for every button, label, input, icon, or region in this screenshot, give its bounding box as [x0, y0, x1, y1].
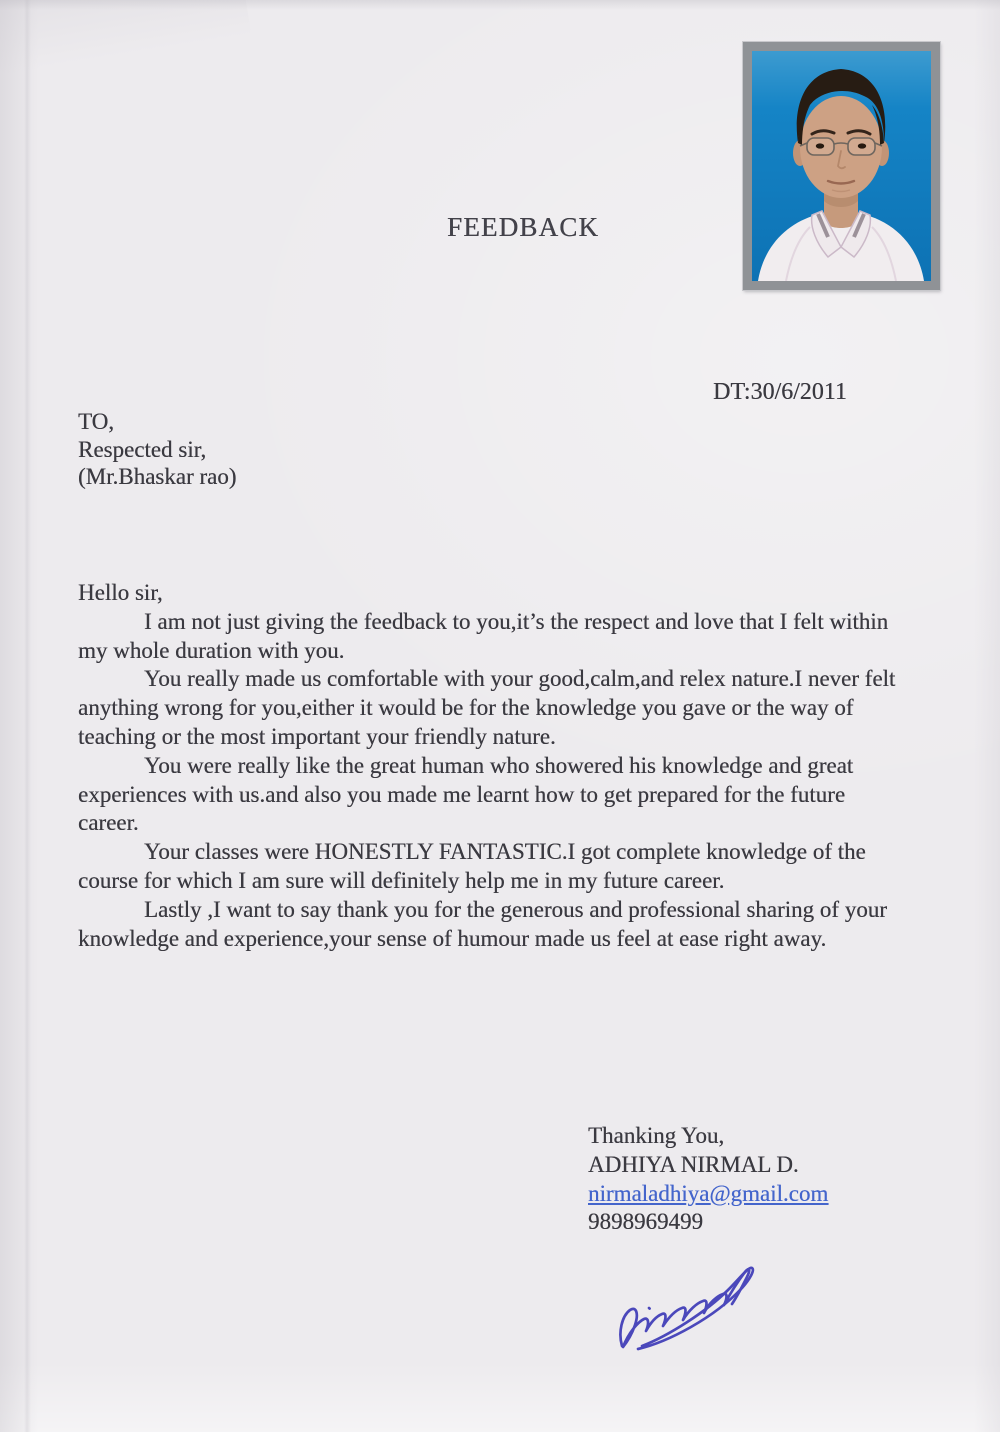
letter-body-line: anything wrong for you,either it would be for the knowledge you gave or the way of: [78, 695, 854, 721]
letter-body-line: knowledge and experience,your sense of humour made us feel at ease right away.: [78, 925, 827, 951]
letter-body-line: experiences with us.and also you made me learnt how to get prepared for the future: [78, 781, 846, 807]
sender-email: nirmaladhiya@gmail.com: [588, 1180, 829, 1206]
portrait-photo: [743, 42, 940, 290]
letter-body-line: You were really like the great human who showered his knowledge and great: [144, 752, 854, 778]
closing-thanks: Thanking You,: [588, 1123, 725, 1148]
recipient-salutation: Respected sir,: [78, 436, 207, 462]
letter-body-line: Your classes were HONESTLY FANTASTIC.I got complete knowledge of the: [144, 839, 866, 865]
sender-name: ADHIYA NIRMAL D.: [588, 1151, 799, 1177]
signature-ink: [620, 1268, 752, 1349]
recipient-to: TO,: [78, 409, 114, 434]
letter-body-line: career.: [78, 810, 139, 836]
letter-body-line: course for which I am sure will definitely help me in my future career.: [78, 867, 725, 893]
letter-body: [78, 579, 968, 953]
letter-body-line: I am not just giving the feedback to you,it’s the respect and love that I felt within: [144, 608, 889, 634]
closing-block: [588, 1122, 828, 1237]
letter-body-line: Lastly ,I want to say thank you for the generous and professional sharing of your: [144, 896, 887, 922]
letter-body-line: teaching or the most important your friendly nature.: [78, 723, 556, 749]
recipient-block: [78, 408, 236, 491]
letter-title: FEEDBACK: [447, 212, 600, 242]
handwritten-signature: [596, 1236, 791, 1354]
sender-phone: 9898969499: [588, 1209, 703, 1235]
letter-body-line: You really made us comfortable with your good,calm,and relex nature.I never felt: [144, 666, 896, 692]
letter-date: DT:30/6/2011: [713, 379, 847, 405]
recipient-name: (Mr.Bhaskar rao): [78, 464, 237, 489]
letter-body-line: Hello sir,: [78, 580, 163, 605]
eyes: [816, 143, 824, 148]
portrait-photo-image: [752, 51, 931, 281]
letter-body-line: my whole duration with you.: [78, 637, 345, 663]
